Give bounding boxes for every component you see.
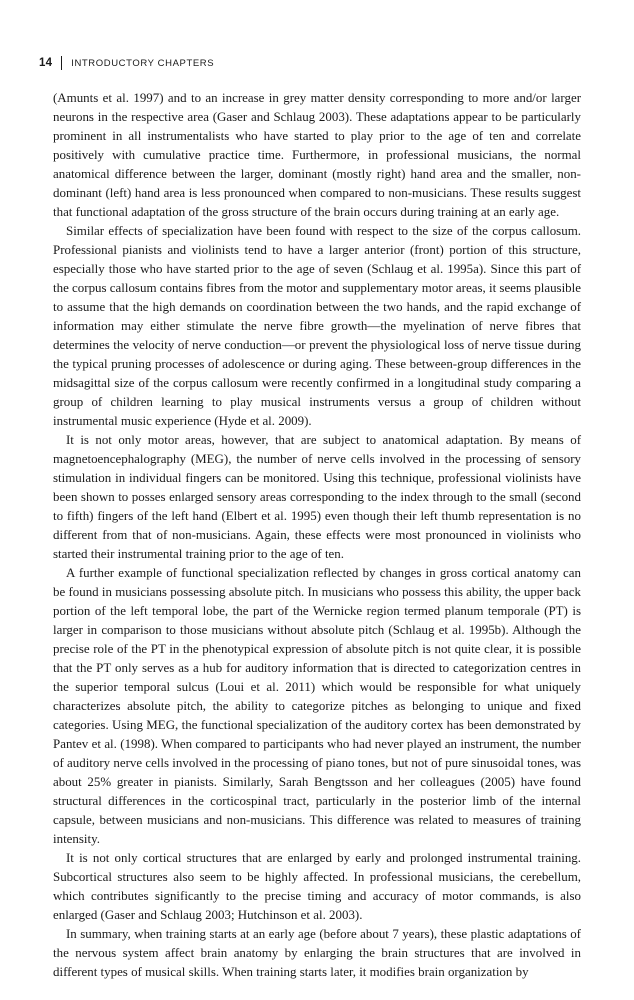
paragraph: In summary, when training starts at an early age (before about 7 years), these plastic adaptations of the nervous system affect brain anatomy by enlarging the brain structures that are involved in different types of musical skills. When training starts later, it modifies brain organization by: [53, 926, 581, 979]
paragraph: (Amunts et al. 1997) and to an increase in grey matter density corresponding to more and/or larger neurons in the respective area (Gaser and Schlaug 2003). These adaptations appear to be particularly prominent in all instrumentalists who have started to play prior to the age of ten and correlate positively with cumulative practice time. Furthermore, in professional musicians, the normal anatomical difference between the larger, dominant (mostly right) hand area and the smaller, non-dominant (left) hand area is less pronounced when compared to non-musicians. These results suggest that functional adaptation of the gross structure of the brain occurs during training at an early age.: [53, 90, 581, 219]
page-number: 14: [39, 57, 53, 69]
paragraph: A further example of functional specialization reflected by changes in gross cortical anatomy can be found in musicians possessing absolute pitch. In musicians who possess this ability, the upper back portion of the left temporal lobe, the part of the Wernicke region termed planum temporale (PT) is larger in comparison to those musicians without absolute pitch (Schlaug et al. 1995b). Although the precise role of the PT in the phenotypical expression of absolute pitch is not quite clear, it is possible that the PT only serves as a hub for auditory information that is directed to categorization centres in the superior temporal sulcus (Loui et al. 2011) which would be responsible for what uniquely characterizes absolute pitch, the ability to categorize pitches as belonging to unique and fixed categories. Using MEG, the functional specialization of the auditory cortex has been demonstrated by Pantev et al. (1998). When compared to participants who had never played an instrument, the number of auditory nerve cells involved in the processing of piano tones, but not of pure sinusoidal tones, was about 25% greater in pianists. Similarly, Sarah Bengtsson and her colleagues (2005) have found structural differences in the corticospinal tract, particularly in the posterior limb of the internal capsule, between musicians and non-musicians. This difference was related to measures of training intensity.: [53, 565, 581, 846]
running-head: [39, 55, 214, 71]
header-divider: [61, 56, 62, 70]
body-text: [53, 88, 581, 981]
paragraph: It is not only cortical structures that are enlarged by early and prolonged instrumental training. Subcortical structures also seem to be highly affected. In professional musicians, the cerebellum, which contributes significantly to the precise timing and accuracy of motor commands, is also enlarged (Gaser and Schlaug 2003; Hutchinson et al. 2003).: [53, 850, 581, 922]
chapter-title: INTRODUCTORY CHAPTERS: [71, 57, 215, 69]
paragraph: It is not only motor areas, however, that are subject to anatomical adaptation. By means of magnetoencephalography (MEG), the number of nerve cells involved in the processing of sensory stimulation in individual fingers can be monitored. Using this technique, professional violinists have been shown to posses enlarged sensory areas corresponding to the index through to the small (second to fifth) fingers of the left hand (Elbert et al. 1995) even though their left thumb representation is no different from that of non-musicians. Again, these effects were most pronounced in violinists who started their instrumental training prior to the age of ten.: [53, 432, 581, 561]
paragraph: Similar effects of specialization have been found with respect to the size of the corpus callosum. Professional pianists and violinists tend to have a larger anterior (front) portion of this structure, especially those who have started prior to the age of seven (Schlaug et al. 1995a). Since this part of the corpus callosum contains fibres from the motor and supplementary motor areas, it seems plausible to assume that the high demands on coordination between the two hands, and the rapid exchange of information may either stimulate the nerve fibre growth—the myelination of nerve fibres that determines the velocity of nerve conduction—or prevent the physiological loss of nerve tissue during the typical pruning processes of adolescence or during aging. These between-group differences in the midsagittal size of the corpus callosum were recently confirmed in a longitudinal study comparing a group of children learning to play musical instruments versus a group of children without instrumental music experience (Hyde et al. 2009).: [53, 223, 581, 428]
